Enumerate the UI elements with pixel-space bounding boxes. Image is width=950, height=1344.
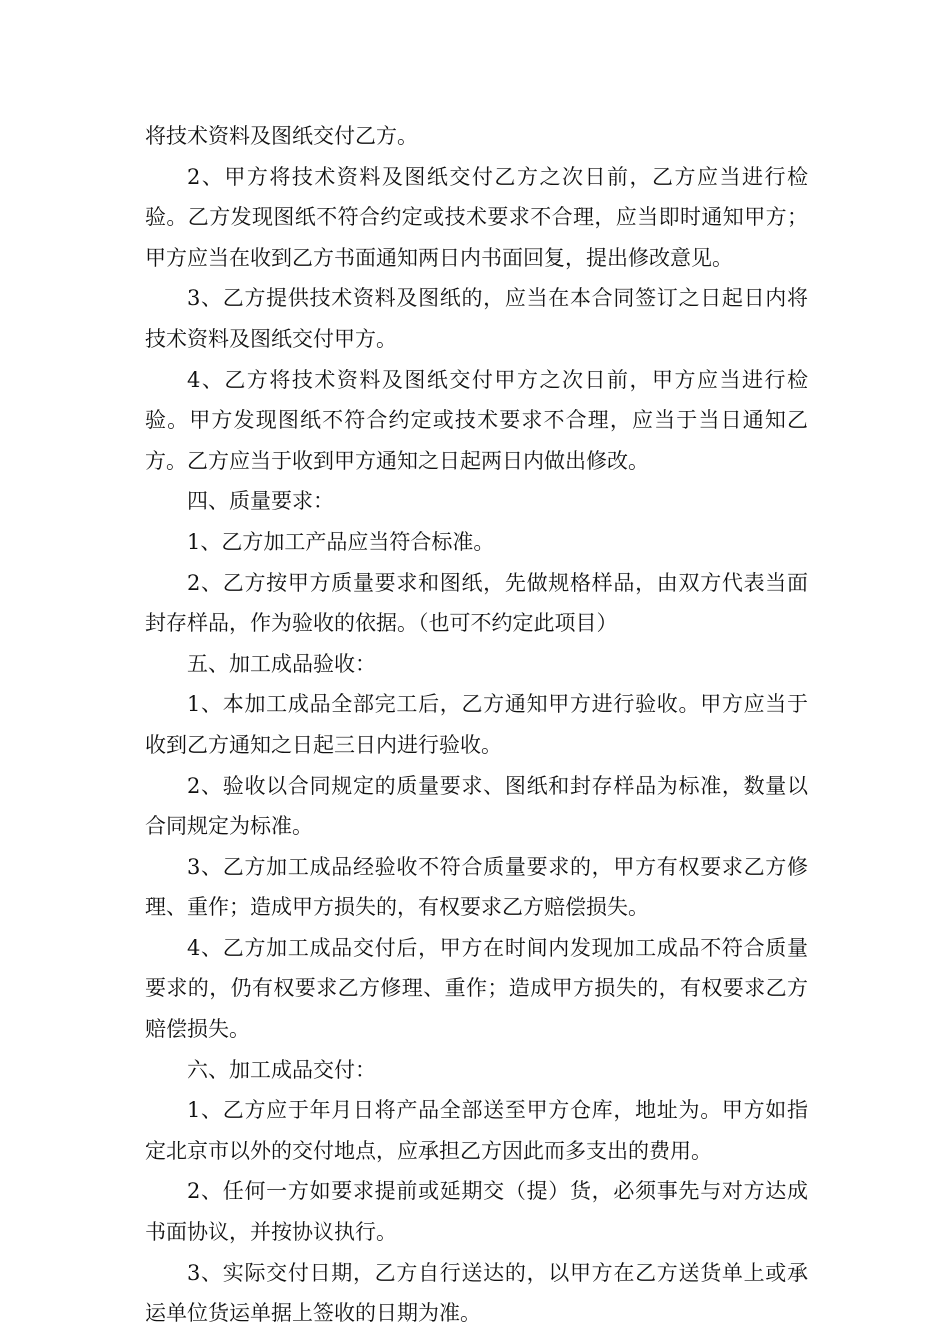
paragraph: 4、乙方将技术资料及图纸交付甲方之次日前，甲方应当进行检验。甲方发现图纸不符合约定或技术要求不合理，应当于当日通知乙方。乙方应当于收到甲方通知之日起两日内做出修改。 xyxy=(145,367,808,473)
paragraph: 3、实际交付日期，乙方自行送达的，以甲方在乙方送货单上或承运单位货运单据上签收的日期为准。 xyxy=(145,1260,808,1326)
paragraph: 2、乙方按甲方质量要求和图纸，先做规格样品，由双方代表当面封存样品，作为验收的依据。（也可不约定此项目） xyxy=(145,570,808,636)
paragraph: 4、乙方加工成品交付后，甲方在时间内发现加工成品不符合质量要求的，仍有权要求乙方修理、重作；造成甲方损失的，有权要求乙方赔偿损失。 xyxy=(145,935,808,1042)
paragraph: 2、验收以合同规定的质量要求、图纸和封存样品为标准，数量以合同规定为标准。 xyxy=(145,773,808,839)
paragraph: 1、乙方应于年月日将产品全部送至甲方仓库，地址为。甲方如指定北京市以外的交付地点，应承担乙方因此而多支出的费用。 xyxy=(145,1098,808,1163)
section-heading: 六、加工成品交付： xyxy=(187,1057,376,1082)
paragraph: 2、任何一方如要求提前或延期交（提）货，必须事先与对方达成书面协议，并按协议执行。 xyxy=(145,1179,808,1245)
paragraph: 1、本加工成品全部完工后，乙方通知甲方进行验收。甲方应当于收到乙方通知之日起三日内进行验收。 xyxy=(145,692,808,757)
paragraph: 2、甲方将技术资料及图纸交付乙方之次日前，乙方应当进行检验。乙方发现图纸不符合约定或技术要求不合理，应当即时通知甲方；甲方应当在收到乙方书面通知两日内书面回复，提出修改意见。 xyxy=(145,164,808,270)
paragraph: 将技术资料及图纸交付乙方。 xyxy=(145,124,418,148)
document-body xyxy=(145,116,808,1334)
paragraph: 3、乙方提供技术资料及图纸的，应当在本合同签订之日起日内将技术资料及图纸交付甲方。 xyxy=(145,286,808,351)
paragraph: 3、乙方加工成品经验收不符合质量要求的，甲方有权要求乙方修理、重作；造成甲方损失的，有权要求乙方赔偿损失。 xyxy=(145,854,808,920)
section-heading: 五、加工成品验收： xyxy=(187,651,376,676)
section-heading: 四、质量要求： xyxy=(187,489,334,514)
paragraph: 1、乙方加工产品应当符合标准。 xyxy=(187,529,495,554)
